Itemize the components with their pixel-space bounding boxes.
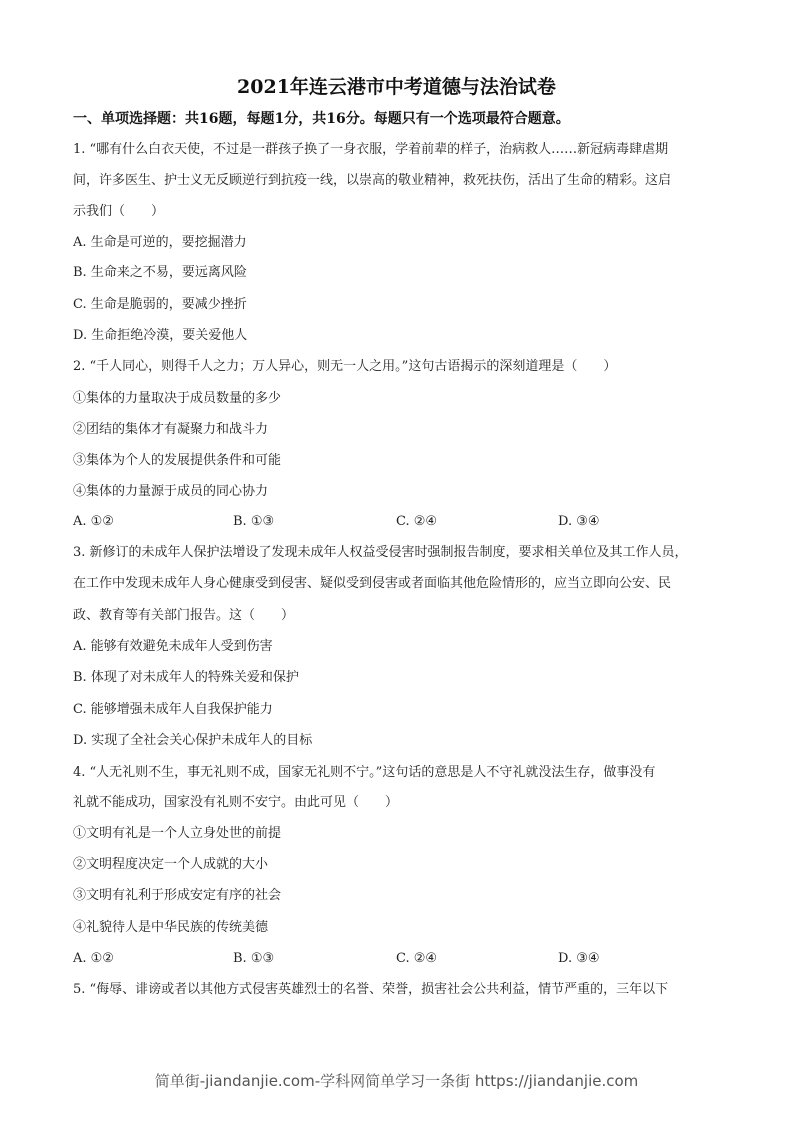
- question-4-statement-2: ②文明程度决定一个人成就的大小: [73, 857, 269, 872]
- question-2-options: [73, 513, 733, 531]
- question-1-stem-line-1: 1. “哪有什么白衣天使，不过是一群孩子换了一身衣服，学着前辈的样子，治病救人……新冠病毒肆虐期: [73, 142, 669, 157]
- question-3-option-c: C. 能够增强未成年人自我保护能力: [73, 702, 273, 717]
- question-3-option-a: A. 能够有效避免未成年人受到伤害: [73, 639, 273, 654]
- question-2-statement-2: ②团结的集体才有凝聚力和战斗力: [73, 422, 269, 437]
- question-1-option-c: C. 生命是脆弱的，要减少挫折: [73, 297, 247, 312]
- section-heading: 一、单项选择题：共16题，每题1分，共16分。每题只有一个选项最符合题意。: [73, 111, 570, 127]
- question-2-option-a: A. ①②: [73, 514, 114, 529]
- question-3-option-d: D. 实现了全社会关心保护未成年人的目标: [73, 733, 313, 748]
- question-1-stem-line-2: 间，许多医生、护士义无反顾逆行到抗疫一线，以崇高的敬业精神，救死扶伤，活出了生命的精彩。这启: [73, 173, 672, 188]
- question-2-statement-3: ③集体为个人的发展提供条件和可能: [73, 453, 282, 468]
- question-4-option-b: B. ①③: [233, 951, 275, 966]
- question-4-statement-3: ③文明有礼利于形成安定有序的社会: [73, 888, 282, 903]
- question-2-statement-4: ④集体的力量源于成员的同心协力: [73, 484, 269, 499]
- question-2-option-d: D. ③④: [558, 514, 600, 529]
- question-1-option-d: D. 生命拒绝冷漠，要关爱他人: [73, 328, 248, 343]
- question-3-stem-line-1: 3. 新修订的未成年人保护法增设了发现未成年人权益受侵害时强制报告制度，要求相关单位及其工作人员，: [73, 545, 688, 560]
- question-2-statement-1: ①集体的力量取决于成员数量的多少: [73, 391, 282, 406]
- question-3-stem-line-3: 政、教育等有关部门报告。这（ ）: [73, 608, 295, 623]
- question-2-stem-line-1: 2. “千人同心，则得千人之力；万人异心，则无一人之用。”这句古语揭示的深刻道理是（ ）: [73, 359, 617, 374]
- question-1-stem-line-3: 示我们（ ）: [73, 204, 165, 219]
- question-5-stem-line-1: 5. “侮辱、诽谤或者以其他方式侵害英雄烈士的名誉、荣誉，损害社会公共利益，情节严重的，三年以下: [73, 982, 669, 997]
- page-title: 2021年连云港市中考道德与法治试卷: [237, 76, 556, 98]
- footer-watermark: 简单街-jiandanjie.com-学科网简单学习一条街 https://jiandanjie.com: [154, 1072, 639, 1090]
- question-4-options: [73, 950, 733, 968]
- question-3-option-b: B. 体现了对未成年人的特殊关爱和保护: [73, 670, 299, 685]
- question-4-statement-1: ①文明有礼是一个人立身处世的前提: [73, 826, 282, 841]
- question-4-option-d: D. ③④: [558, 951, 600, 966]
- question-4-option-a: A. ①②: [73, 951, 114, 966]
- question-4-statement-4: ④礼貌待人是中华民族的传统美德: [73, 920, 269, 935]
- question-4-stem-line-2: 礼就不能成功，国家没有礼则不安宁。由此可见（ ）: [73, 795, 399, 810]
- question-3-stem-line-2: 在工作中发现未成年人身心健康受到侵害、疑似受到侵害或者面临其他危险情形的，应当立即向公安、民: [73, 576, 672, 591]
- question-4-option-c: C. ②④: [396, 951, 438, 966]
- question-2-option-c: C. ②④: [396, 514, 438, 529]
- question-4-stem-line-1: 4. “人无礼则不生，事无礼则不成，国家无礼则不宁。”这句话的意思是人不守礼就没法生存，做事没有: [73, 765, 656, 780]
- question-2-option-b: B. ①③: [233, 514, 275, 529]
- question-1-option-b: B. 生命来之不易，要远离风险: [73, 265, 247, 280]
- question-1-option-a: A. 生命是可逆的，要挖掘潜力: [73, 235, 247, 250]
